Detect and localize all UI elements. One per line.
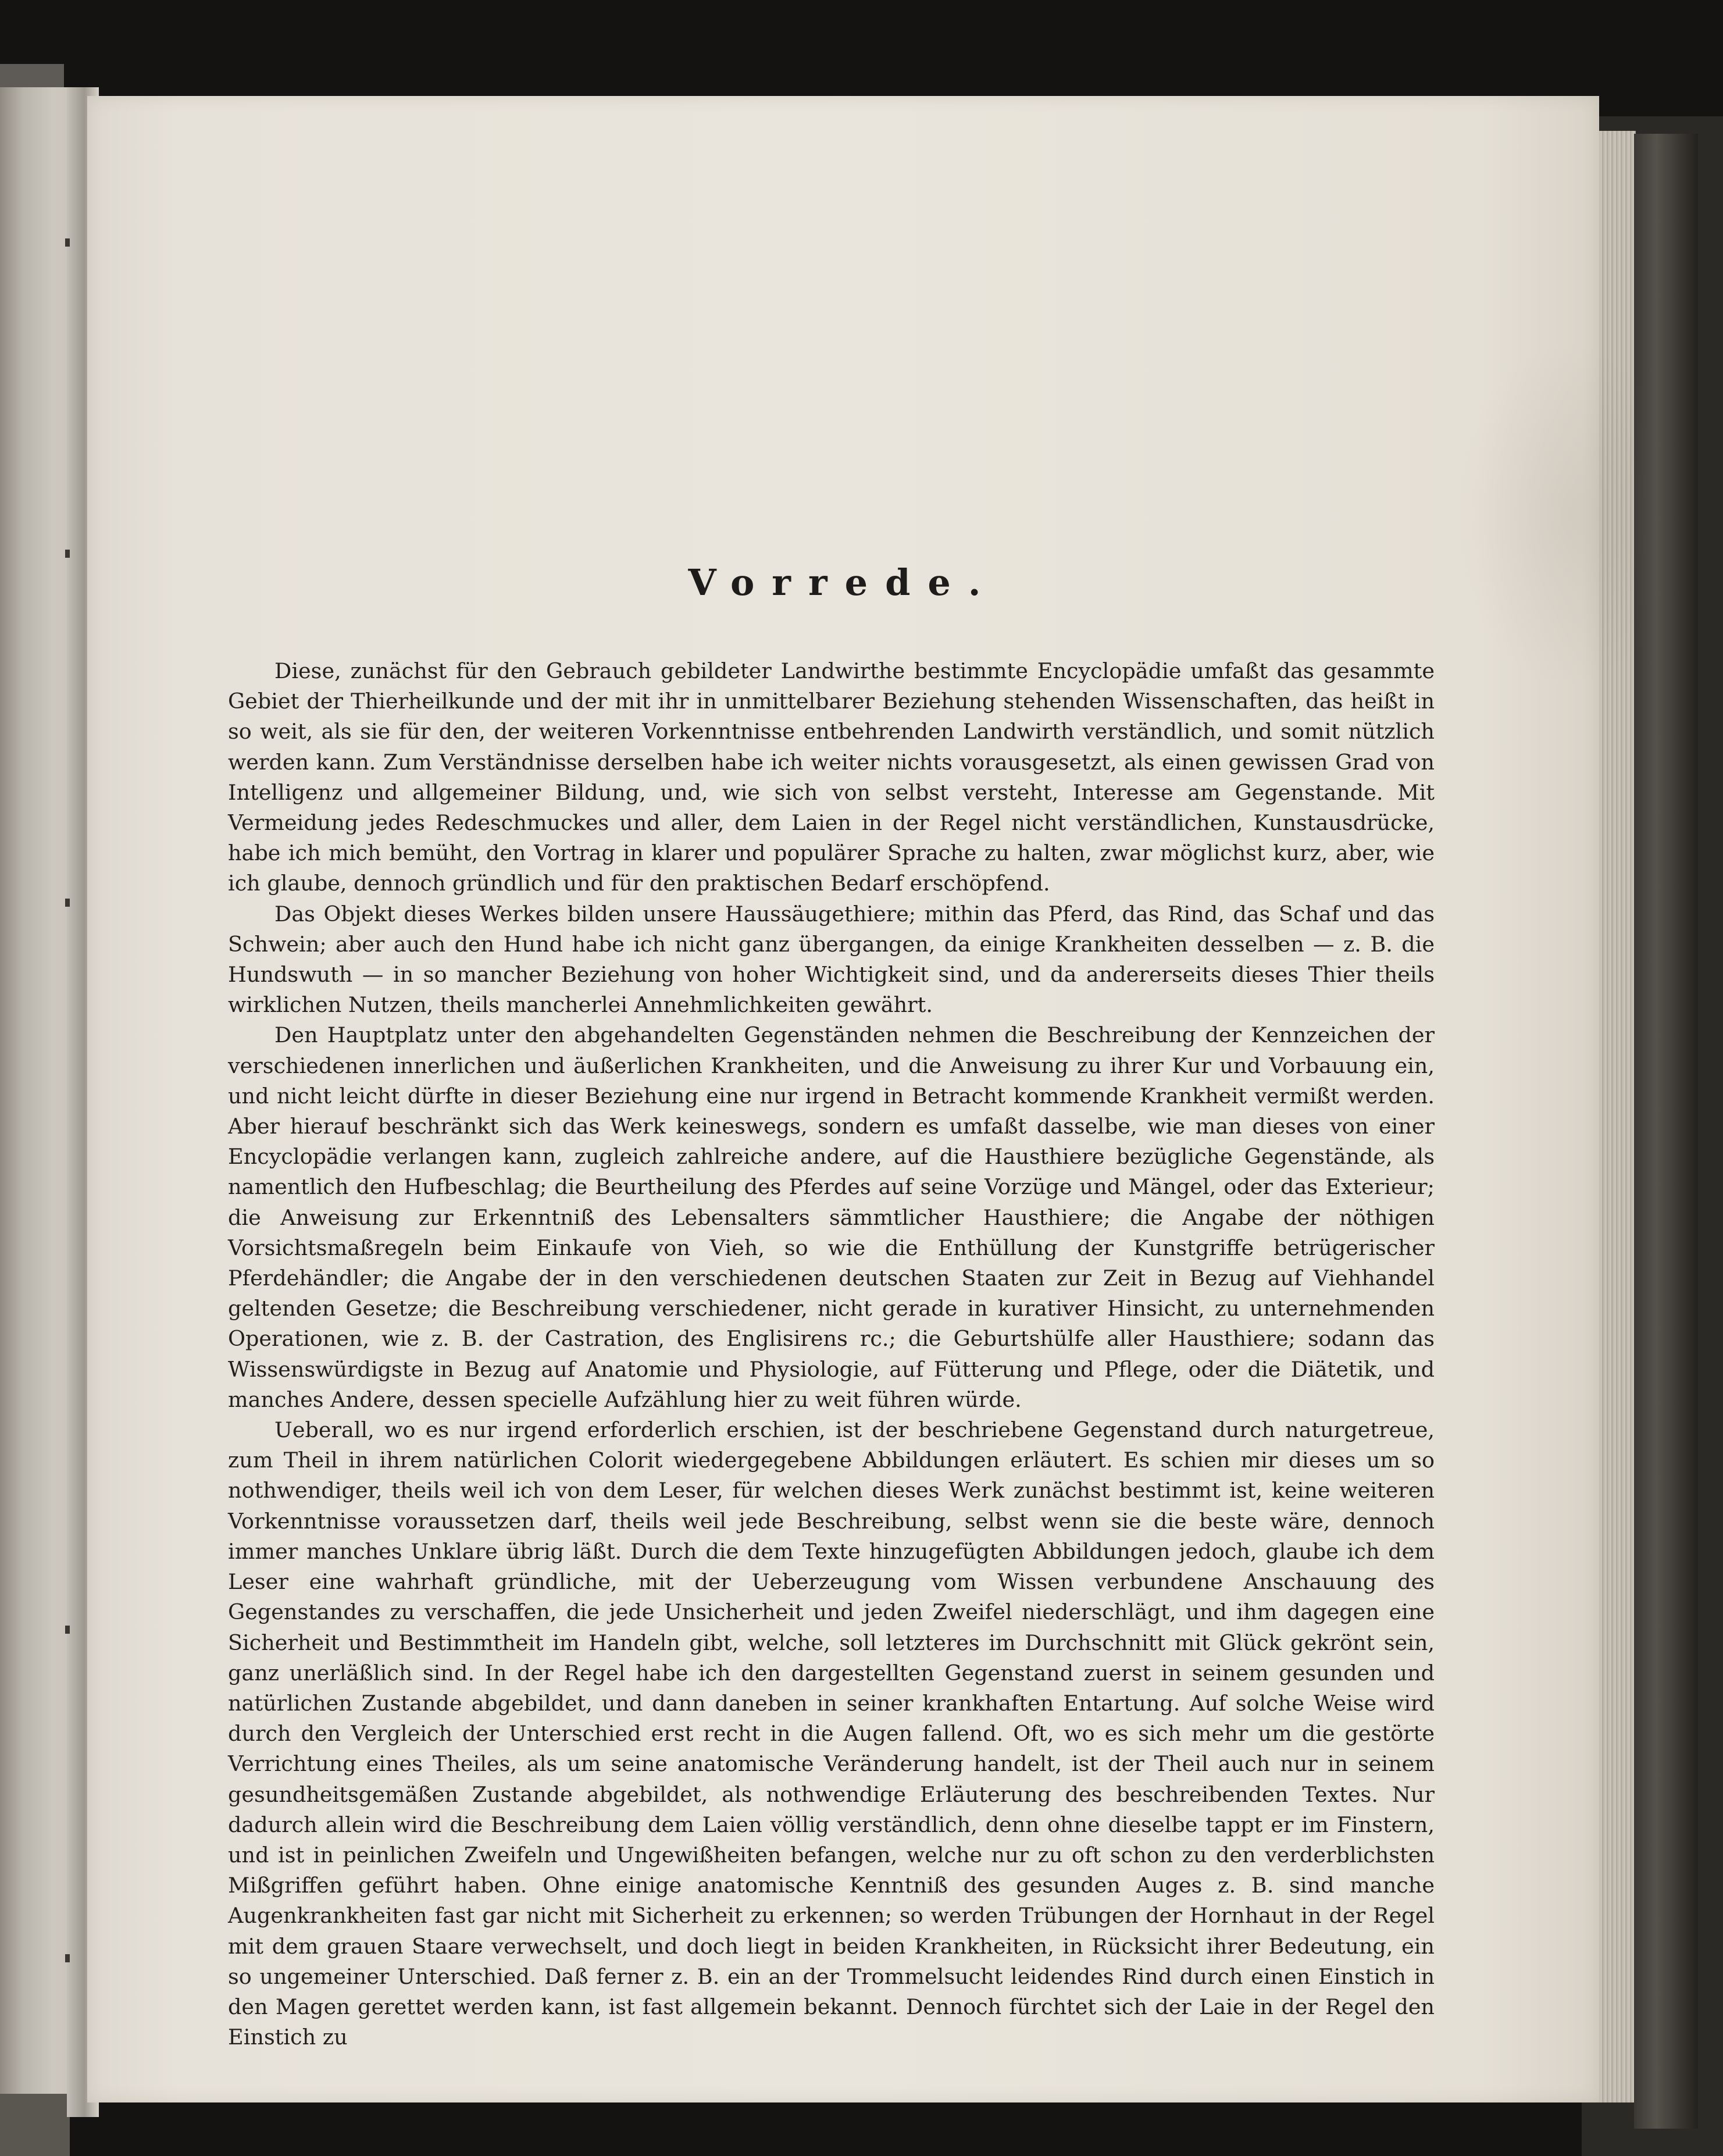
paragraph: Ueberall, wo es nur irgend erforderlich erschien, ist der beschriebene Gegenstand durch naturgetreue, zum Theil in ihrem natürlichen Colorit wiedergegebene Abbildungen erläutert. Es schien mir dieses um so nothwendiger, theils weil ich von dem Leser, für welchen dieses Werk zunächst bestimmt ist, keine weiteren Vorkenntnisse voraussetzen darf, theils weil jede Beschreibung, selbst wenn sie die beste wäre, dennoch immer manches Unklare übrig läßt. Durch die dem Texte hinzugefügten Abbildungen jedoch, glaube ich dem Leser eine wahrhaft gründliche, mit der Ueberzeugung vom Wissen verbundene Anschauung des Gegenstandes zu verschaffen, die jede Unsicherheit und jeden Zweifel niederschlägt, und ihm dagegen eine Sicherheit und Bestimmtheit im Handeln gibt, welche, soll letzteres im Durchschnitt mit Glück gekrönt sein, ganz unerläßlich sind. In der Regel habe ich den dargestellten Gegenstand zuerst in seinem gesunden und natürlichen Zustande abgebildet, und dann daneben in seiner krankhaften Entartung. Auf solche Weise wird durch den Vergleich der Unterschied erst recht in die Augen fallend. Oft, wo es sich mehr um die gestörte Verrichtung eines Theiles, als um seine anatomische Veränderung handelt, ist der Theil auch nur in seinem gesundheitsgemäßen Zustande abgebildet, als nothwendige Erläuterung des beschreibenden Textes. Nur dadurch allein wird die Beschreibung dem Laien völlig verständlich, denn ohne dieselbe tappt er im Finstern, und ist in peinlichen Zweifeln und Ungewißheiten befangen, welche nur zu oft schon zu den verderblichsten Mißgriffen geführt haben. Ohne einige anatomische Kenntniß des gesunden Auges z. B. sind manche Augenkrankheiten fast gar nicht mit Sicherheit zu erkennen; so werden Trübungen der Hornhaut in der Regel mit dem grauen Staare verwechselt, und doch liegt in beiden Krankheiten, in Rücksicht ihrer Bedeutung, ein so ungemeiner Unterschied. Daß ferner z. B. ein an der Trommelsucht leidendes Rind durch einen Einstich in den Magen gerettet werden kann, ist fast allgemein bekannt. Dennoch fürchtet sich der Laie in der Regel den Einstich zu <box>228 1417 1435 2050</box>
binding-thread-mark <box>65 238 70 247</box>
paragraph: Den Hauptplatz unter den abgehandelten Gegenständen nehmen die Beschreibung der Kennzeichen der verschiedenen innerlichen und äußerlichen Krankheiten, und die Anweisung zu ihrer Kur und Vorbauung ein, und nicht leicht dürfte in dieser Beziehung eine nur irgend in Betracht kommende Krankheit vermißt werden. Aber hierauf beschränkt sich das Werk keineswegs, sondern es umfaßt dasselbe, wie man dieses von einer Encyclopädie verlangen kann, zugleich zahlreiche andere, auf die Hausthiere bezügliche Gegenstände, als namentlich den Hufbeschlag; die Beurtheilung des Pferdes auf seine Vorzüge und Mängel, oder das Exterieur; die Anweisung zur Erkenntniß des Lebensalters sämmtlicher Hausthiere; die Angabe der nöthigen Vorsichtsmaßregeln beim Einkaufe von Vieh, so wie die Enthüllung der Kunstgriffe betrügerischer Pferdehändler; die Angabe der in den verschiedenen deutschen Staaten zur Zeit in Bezug auf Viehhandel geltenden Gesetze; die Beschreibung verschiedener, nicht gerade in kurativer Hinsicht, zu unternehmenden Operationen, wie z. B. der Castration, des Englisirens rc.; die Geburtshülfe aller Hausthiere; sodann das Wissenswürdigste in Bezug auf Anatomie und Physiologie, auf Fütterung und Pflege, oder die Diätetik, und manches Andere, dessen specielle Aufzählung hier zu weit führen würde. <box>228 1022 1435 1412</box>
page-heading: Vorrede. <box>688 561 998 604</box>
facing-page-edge <box>0 87 76 2111</box>
paragraph: Diese, zunächst für den Gebrauch gebildeter Landwirthe bestimmte Encyclopädie umfaßt das gesammte Gebiet der Thierheilkunde und der mit ihr in unmittelbarer Beziehung stehenden Wissenschaften, das heißt in so weit, als sie für den, der weiteren Vorkenntnisse entbehrenden Landwirth verständlich, und somit nützlich werden kann. Zum Verständnisse derselben habe ich weiter nichts vorausgesetzt, als einen gewissen Grad von Intelligenz und allgemeiner Bildung, und, wie sich von selbst versteht, Interesse am Gegenstande. Mit Vermeidung jedes Redeschmuckes und aller, dem Laien in der Regel nicht verständlichen, Kunstausdrücke, habe ich mich bemüht, den Vortrag in klarer und populärer Sprache zu halten, zwar möglichst kurz, aber, wie ich glaube, dennoch gründlich und für den praktischen Bedarf erschöpfend. <box>228 658 1435 896</box>
binding-thread-mark <box>65 550 70 558</box>
binding-thread-mark <box>65 899 70 907</box>
preface-body <box>228 656 1435 2052</box>
show-through-text <box>1454 340 1646 689</box>
left-cover-corner <box>0 2094 70 2156</box>
paragraph: Das Objekt dieses Werkes bilden unsere Haussäugethiere; mithin das Pferd, das Rind, das Schaf und das Schwein; aber auch den Hund habe ich nicht ganz übergangen, da einige Krankheiten desselben — z. B. die Hundswuth — in so mancher Beziehung von hoher Wichtigkeit sind, und da andererseits dieses Thier theils wirklichen Nutzen, theils mancherlei Annehmlichkeiten gewährt. <box>228 901 1435 1018</box>
binding-thread-mark <box>65 1626 70 1634</box>
binding-thread-mark <box>65 1954 70 1962</box>
